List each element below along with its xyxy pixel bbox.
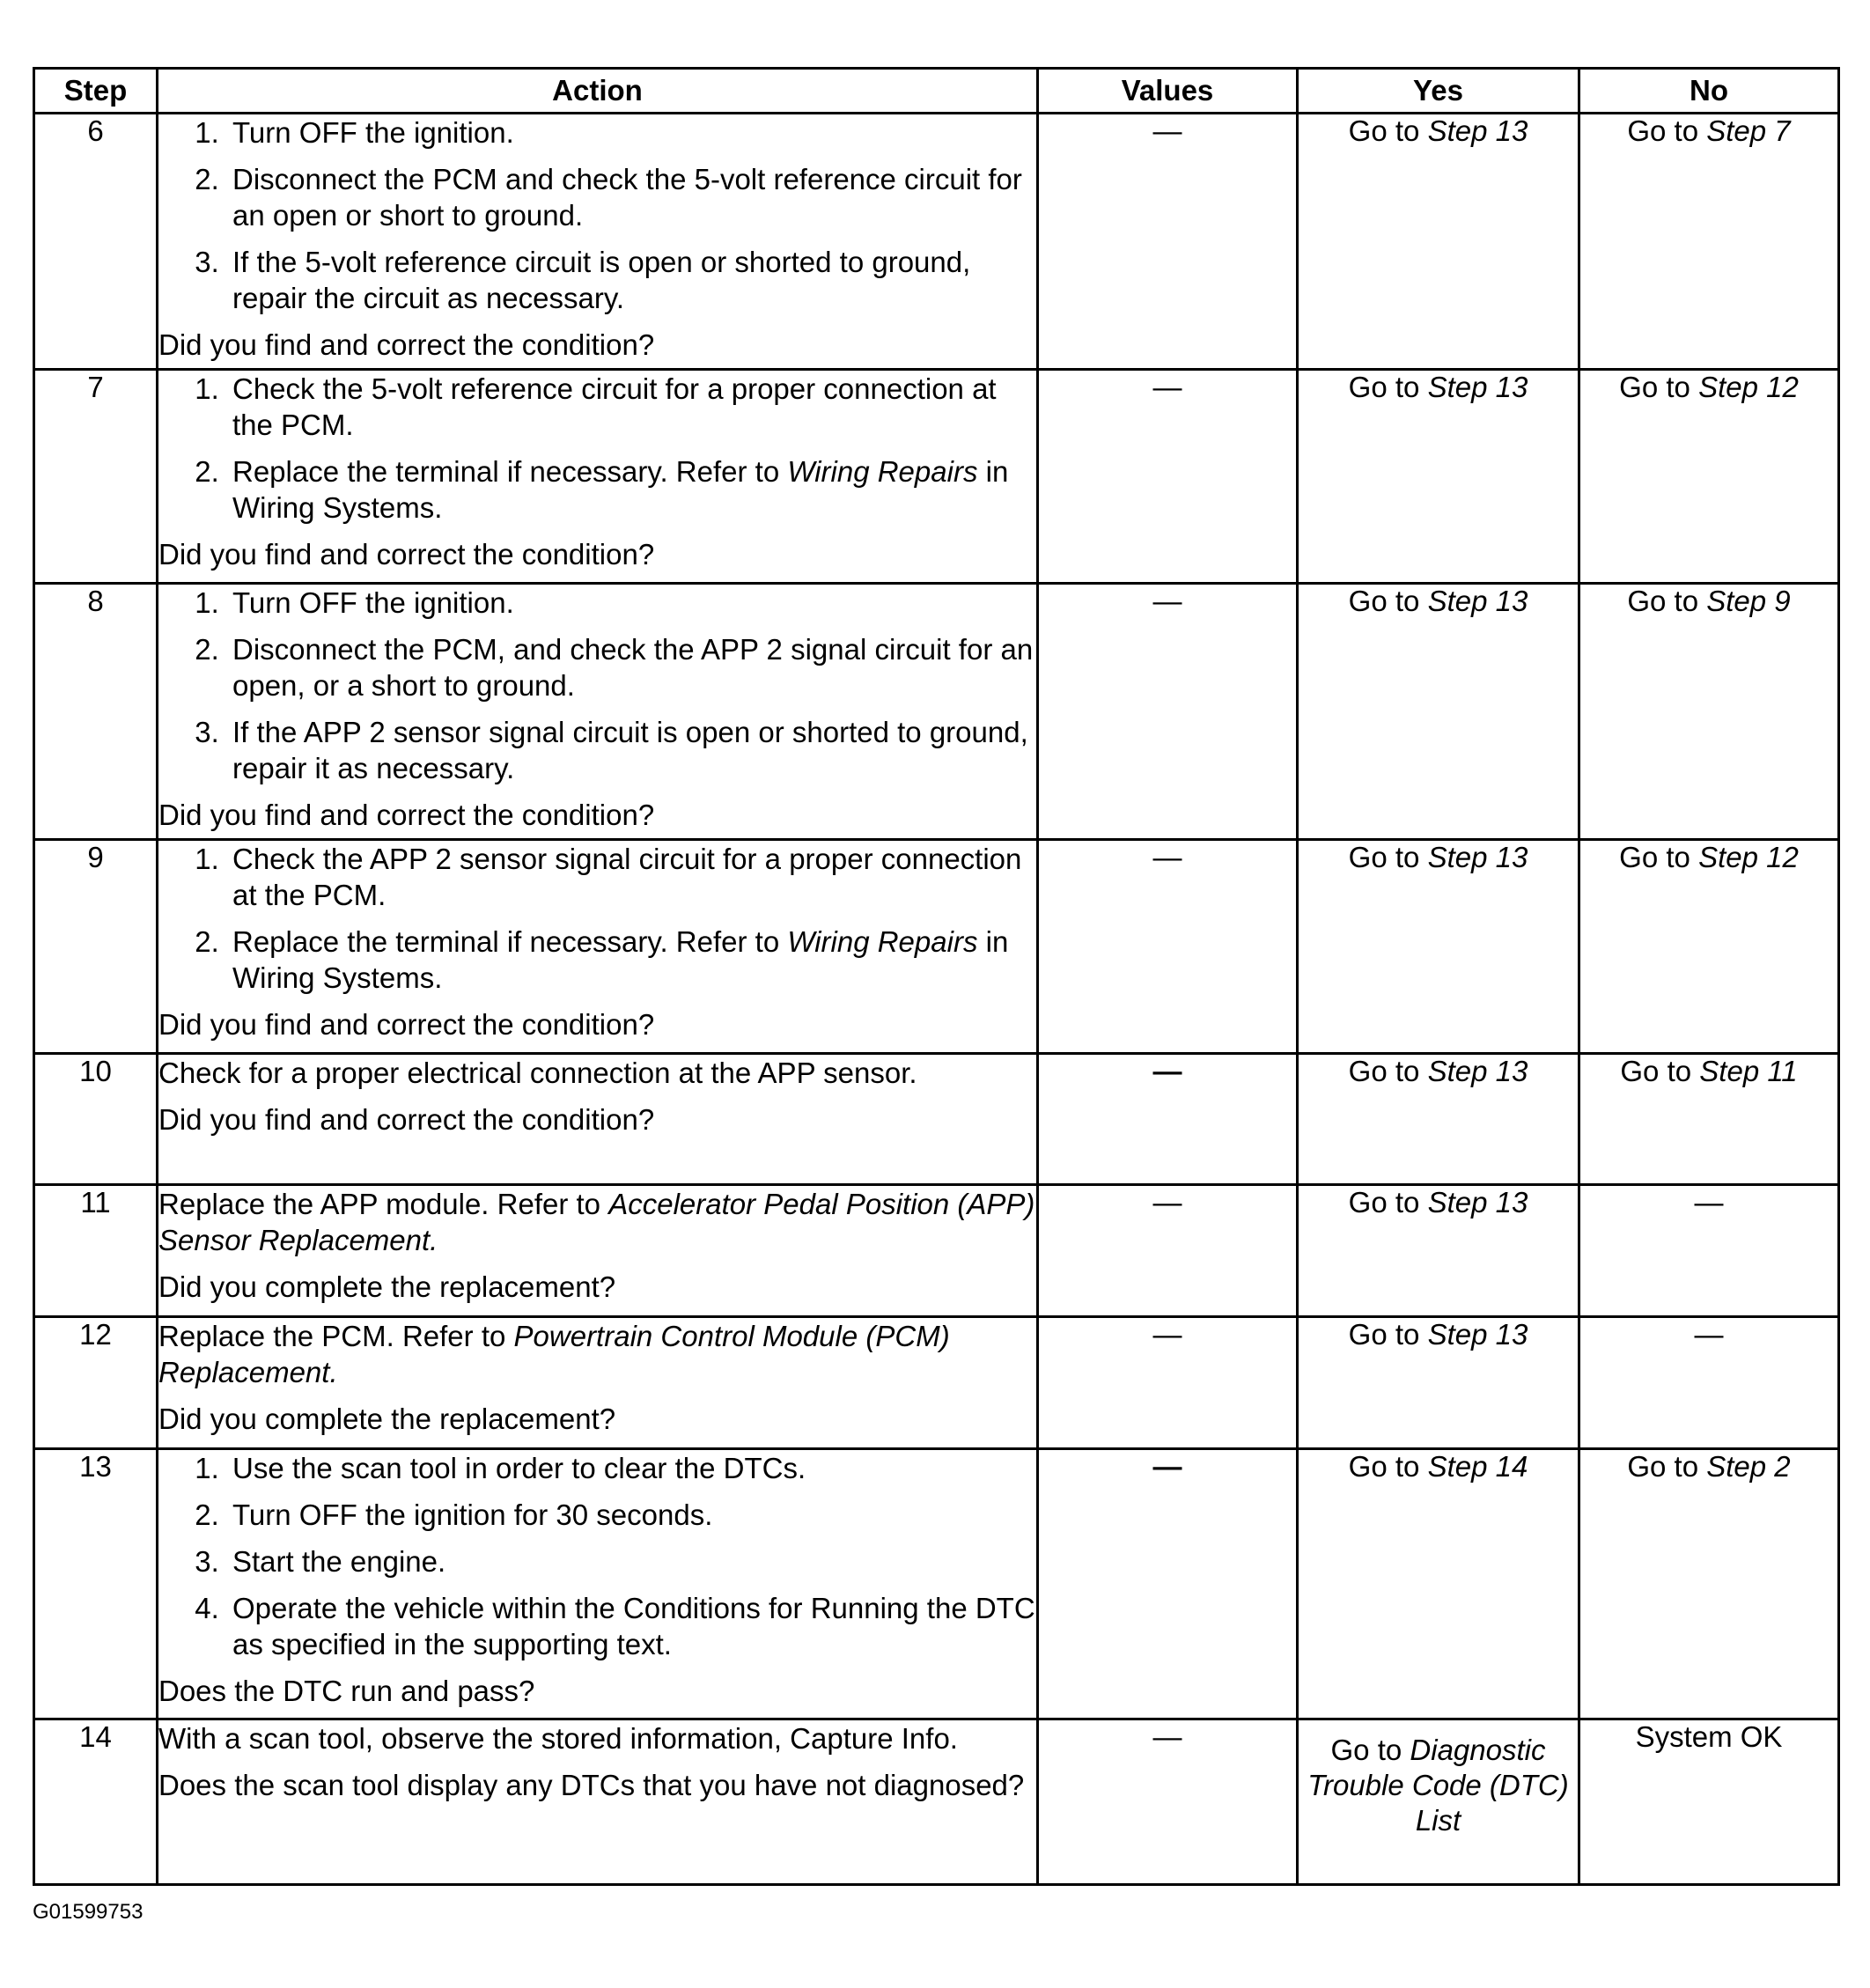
pcm-replacement-ref[interactable]: Powertrain Control Module (PCM) Replacement. xyxy=(158,1320,950,1388)
action-text: With a scan tool, observe the stored information, Capture Info. xyxy=(158,1722,958,1755)
no-prefix: Go to xyxy=(1627,1450,1707,1483)
yes-prefix: Go to xyxy=(1348,1450,1428,1483)
step-number: 8 xyxy=(34,584,158,840)
no-step-link[interactable]: Step 7 xyxy=(1706,114,1791,147)
no-step-link[interactable]: Step 2 xyxy=(1706,1450,1791,1483)
values-cell xyxy=(1038,1054,1298,1185)
values-cell xyxy=(1038,1185,1298,1317)
values-cell xyxy=(1038,1317,1298,1449)
action-question: Did you find and correct the condition? xyxy=(158,328,655,361)
no-prefix: Go to xyxy=(1619,371,1699,403)
no-prefix: Go to xyxy=(1620,1055,1700,1087)
yes-cell xyxy=(1298,370,1579,584)
action-cell xyxy=(158,584,1038,840)
wiring-repairs-ref[interactable]: Wiring Repairs xyxy=(787,455,978,488)
yes-step-link[interactable]: Step 13 xyxy=(1427,585,1528,617)
yes-prefix: Go to xyxy=(1348,1186,1428,1219)
action-item: 1. Turn OFF the ignition. xyxy=(227,114,1036,151)
action-cell xyxy=(158,840,1038,1054)
yes-step-link[interactable]: Step 13 xyxy=(1427,371,1528,403)
table-row xyxy=(34,840,1839,1054)
values-dash: — xyxy=(1152,1186,1182,1219)
action-text: Replace the APP module. Refer to xyxy=(158,1188,609,1220)
step-number: 10 xyxy=(34,1054,158,1185)
step-number: 11 xyxy=(34,1185,158,1317)
action-item: 1. Use the scan tool in order to clear the DTCs. xyxy=(227,1450,1036,1486)
action-text: in Wiring Systems. xyxy=(232,925,1009,994)
values-dash: — xyxy=(1152,114,1182,147)
values-cell xyxy=(1038,1719,1298,1885)
yes-step-link[interactable]: Step 14 xyxy=(1427,1450,1528,1483)
table-row xyxy=(34,1719,1839,1885)
action-text: Check for a proper electrical connection at the APP sensor. xyxy=(158,1057,917,1089)
no-cell xyxy=(1579,114,1839,370)
action-cell xyxy=(158,1185,1038,1317)
table-row xyxy=(34,1317,1839,1449)
yes-cell xyxy=(1298,584,1579,840)
action-cell xyxy=(158,1054,1038,1185)
header-step: Step xyxy=(34,69,158,114)
yes-cell xyxy=(1298,1054,1579,1185)
header-values: Values xyxy=(1038,69,1298,114)
figure-id: G01599753 xyxy=(33,1900,144,1924)
table-row xyxy=(34,1449,1839,1719)
no-cell xyxy=(1579,1449,1839,1719)
action-question: Does the DTC run and pass? xyxy=(158,1675,535,1707)
action-item: 1. Check the APP 2 sensor signal circuit for a proper connection at the PCM. xyxy=(227,841,1036,913)
yes-prefix: Go to xyxy=(1348,114,1428,147)
action-cell xyxy=(158,114,1038,370)
action-item: 2. Disconnect the PCM, and check the APP 2 signal circuit for an open, or a short to ground. xyxy=(227,631,1036,703)
action-list xyxy=(158,1450,1036,1662)
yes-cell xyxy=(1298,840,1579,1054)
yes-cell xyxy=(1298,1185,1579,1317)
action-cell xyxy=(158,1449,1038,1719)
no-step-link[interactable]: Step 12 xyxy=(1698,841,1799,873)
yes-cell xyxy=(1298,114,1579,370)
yes-cell xyxy=(1298,1719,1579,1885)
yes-prefix: Go to xyxy=(1348,1318,1428,1351)
action-item: 2. Turn OFF the ignition for 30 seconds. xyxy=(227,1497,1036,1533)
step-number: 13 xyxy=(34,1449,158,1719)
action-question: Did you find and correct the condition? xyxy=(158,1008,655,1041)
no-cell xyxy=(1579,840,1839,1054)
header-yes: Yes xyxy=(1298,69,1579,114)
no-cell xyxy=(1579,1317,1839,1449)
action-item: 1. Turn OFF the ignition. xyxy=(227,585,1036,621)
action-question: Did you complete the replacement? xyxy=(158,1403,616,1435)
values-cell xyxy=(1038,370,1298,584)
action-list xyxy=(158,585,1036,786)
action-cell xyxy=(158,370,1038,584)
action-item: 3. If the 5-volt reference circuit is open or shorted to ground, repair the circuit as necessary. xyxy=(227,244,1036,316)
action-text: Replace the terminal if necessary. Refer to xyxy=(232,925,788,958)
diagnostic-table xyxy=(33,67,1840,1886)
action-item: 4. Operate the vehicle within the Conditions for Running the DTC as specified in the supporting text. xyxy=(227,1590,1036,1662)
yes-prefix: Go to xyxy=(1348,841,1428,873)
yes-step-link[interactable]: Step 13 xyxy=(1427,1186,1528,1219)
header-action: Action xyxy=(158,69,1038,114)
table-row xyxy=(34,1185,1839,1317)
step-number: 14 xyxy=(34,1719,158,1885)
no-cell xyxy=(1579,1185,1839,1317)
action-item xyxy=(227,924,1036,996)
values-dash: — xyxy=(1152,841,1182,873)
action-question: Did you find and correct the condition? xyxy=(158,1103,655,1136)
values-dash: — xyxy=(1152,1720,1182,1753)
values-dash: — xyxy=(1152,1318,1182,1351)
header-row xyxy=(34,69,1839,114)
no-prefix: Go to xyxy=(1619,841,1699,873)
no-step-link[interactable]: Step 11 xyxy=(1699,1055,1798,1087)
table-row xyxy=(34,114,1839,370)
action-text-block xyxy=(158,1318,1036,1390)
action-item: 3. Start the engine. xyxy=(227,1543,1036,1579)
no-dash: — xyxy=(1694,1318,1724,1351)
app-sensor-replacement-ref[interactable]: Accelerator Pedal Position (APP) Sensor Replacement. xyxy=(158,1188,1035,1256)
values-dash: — xyxy=(1152,1450,1182,1483)
action-question: Did you find and correct the condition? xyxy=(158,538,655,571)
no-cell xyxy=(1579,584,1839,840)
step-number: 6 xyxy=(34,114,158,370)
yes-cell xyxy=(1298,1449,1579,1719)
yes-step-link[interactable]: Step 13 xyxy=(1427,1318,1528,1351)
yes-prefix: Go to xyxy=(1330,1734,1410,1766)
values-cell xyxy=(1038,1449,1298,1719)
header-no: No xyxy=(1579,69,1839,114)
yes-cell xyxy=(1298,1317,1579,1449)
action-list xyxy=(158,841,1036,996)
table-row xyxy=(34,584,1839,840)
action-list xyxy=(158,114,1036,316)
values-cell xyxy=(1038,114,1298,370)
no-dash: — xyxy=(1694,1186,1724,1219)
no-cell xyxy=(1579,370,1839,584)
yes-prefix: Go to xyxy=(1348,585,1428,617)
action-question: Did you complete the replacement? xyxy=(158,1270,616,1303)
action-text-block xyxy=(158,1186,1036,1258)
action-list xyxy=(158,371,1036,526)
action-item xyxy=(227,453,1036,526)
action-question: Does the scan tool display any DTCs that you have not diagnosed? xyxy=(158,1769,1025,1801)
no-step-link[interactable]: Step 12 xyxy=(1698,371,1799,403)
action-item: 2. Disconnect the PCM and check the 5-volt reference circuit for an open or short to ground. xyxy=(227,161,1036,233)
wiring-repairs-ref[interactable]: Wiring Repairs xyxy=(787,925,978,958)
no-prefix: Go to xyxy=(1627,585,1707,617)
no-prefix: Go to xyxy=(1627,114,1707,147)
values-dash: — xyxy=(1152,371,1182,403)
table-row xyxy=(34,1054,1839,1185)
action-text: Replace the terminal if necessary. Refer to xyxy=(232,455,788,488)
yes-prefix: Go to xyxy=(1348,1055,1428,1087)
yes-step-link[interactable]: Step 13 xyxy=(1427,114,1528,147)
values-cell xyxy=(1038,584,1298,840)
step-number: 9 xyxy=(34,840,158,1054)
action-text: in Wiring Systems. xyxy=(232,455,1009,524)
no-cell xyxy=(1579,1054,1839,1185)
yes-prefix: Go to xyxy=(1348,371,1428,403)
values-dash: — xyxy=(1152,585,1182,617)
step-number: 12 xyxy=(34,1317,158,1449)
yes-step-link[interactable]: Step 13 xyxy=(1427,841,1528,873)
action-cell xyxy=(158,1317,1038,1449)
action-text: Replace the PCM. Refer to xyxy=(158,1320,514,1352)
yes-step-link[interactable]: Step 13 xyxy=(1427,1055,1528,1087)
table-row xyxy=(34,370,1839,584)
action-item: 1. Check the 5-volt reference circuit for a proper connection at the PCM. xyxy=(227,371,1036,443)
step-number: 7 xyxy=(34,370,158,584)
action-cell xyxy=(158,1719,1038,1885)
values-cell xyxy=(1038,840,1298,1054)
no-cell: System OK xyxy=(1579,1719,1839,1885)
values-dash: — xyxy=(1152,1055,1182,1087)
dtc-list-link[interactable]: Diagnostic Trouble Code (DTC) List xyxy=(1307,1734,1569,1837)
action-question: Did you find and correct the condition? xyxy=(158,799,655,831)
action-item: 3. If the APP 2 sensor signal circuit is open or shorted to ground, repair it as necessary. xyxy=(227,714,1036,786)
no-step-link[interactable]: Step 9 xyxy=(1706,585,1791,617)
